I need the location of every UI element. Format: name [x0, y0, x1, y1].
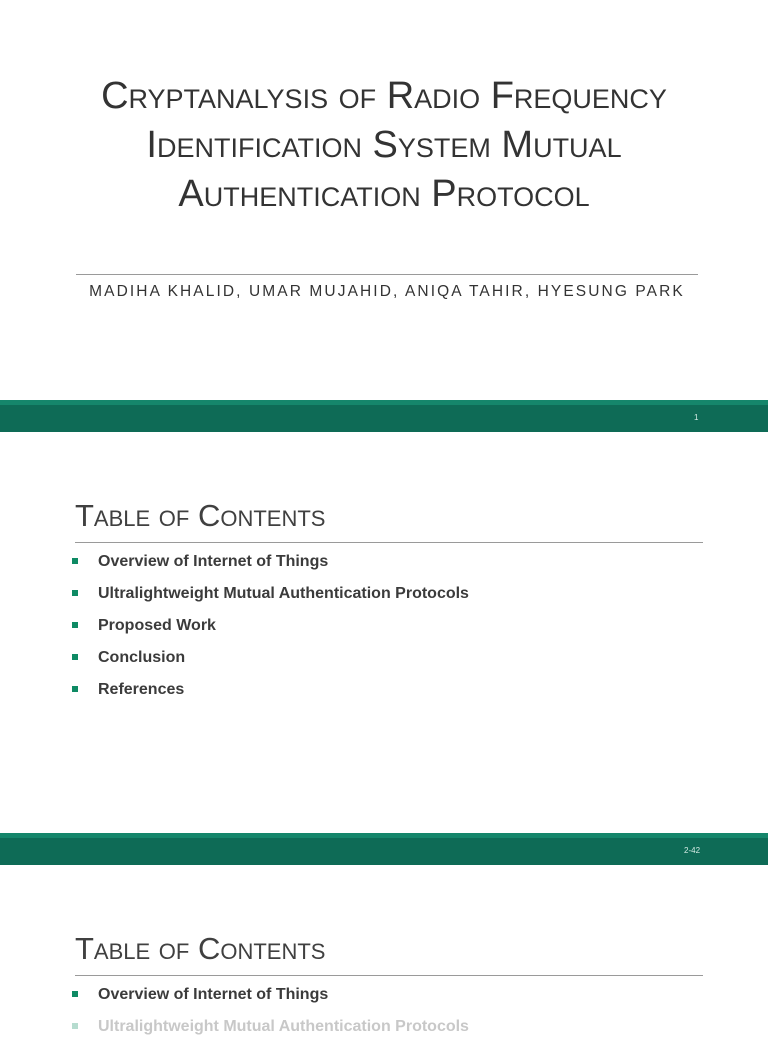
- toc-item-label: Overview of Internet of Things: [98, 553, 329, 570]
- toc-item-dimmed: [70, 1017, 469, 1049]
- toc-divider: [75, 975, 703, 976]
- toc-slide-partial: [0, 865, 768, 1035]
- slide-footer-bar: [0, 400, 768, 432]
- square-bullet-icon: [72, 991, 78, 997]
- toc-title: Table of Contents: [75, 931, 326, 966]
- toc-item-label: Proposed Work: [98, 617, 216, 634]
- toc-item-label: Conclusion: [98, 649, 186, 666]
- toc-list: [70, 985, 469, 1049]
- toc-slide: [0, 432, 768, 832]
- title-divider: [76, 274, 698, 275]
- square-bullet-icon: [72, 686, 78, 692]
- presentation-title: Cryptanalysis of Radio Frequency Identification System Mutual Authentication Protocol: [101, 75, 667, 215]
- square-bullet-icon: [72, 622, 78, 628]
- toc-divider: [75, 542, 703, 543]
- toc-item-label: References: [98, 681, 185, 698]
- square-bullet-icon: [72, 590, 78, 596]
- square-bullet-icon: [72, 558, 78, 564]
- toc-item-label: Ultralightweight Mutual Authentication Protocols: [98, 585, 469, 602]
- toc-item: [70, 584, 469, 616]
- toc-item-label: Ultralightweight Mutual Authentication Protocols: [98, 1018, 469, 1035]
- slide-number: 1: [694, 413, 699, 422]
- toc-item: [70, 648, 469, 680]
- toc-item: [70, 680, 469, 712]
- slide-footer-bar: [0, 833, 768, 865]
- toc-item: [70, 616, 469, 648]
- toc-item-label: Overview of Internet of Things: [98, 986, 329, 1003]
- toc-item: [70, 985, 469, 1017]
- toc-title: Table of Contents: [75, 498, 326, 533]
- title-slide: [0, 0, 768, 400]
- toc-item: [70, 552, 469, 584]
- toc-list: [70, 552, 469, 712]
- authors-line: MADIHA KHALID, UMAR MUJAHID, ANIQA TAHIR, HYESUNG PARK: [89, 283, 685, 300]
- square-bullet-icon: [72, 654, 78, 660]
- slide-number: 2-42: [684, 846, 701, 855]
